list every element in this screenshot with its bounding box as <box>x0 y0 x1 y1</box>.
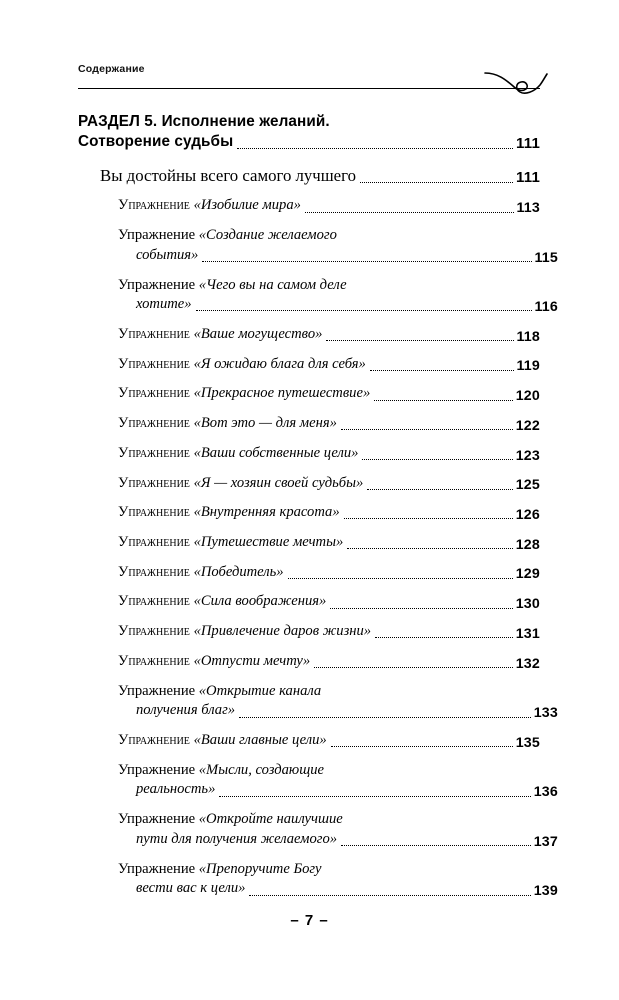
dot-leader <box>341 418 513 434</box>
entry-title-line1 <box>118 809 540 830</box>
toc-entry-exercise[interactable] <box>118 502 540 523</box>
toc-entry-exercise[interactable] <box>118 681 558 722</box>
page-folio: – 7 – <box>290 912 329 929</box>
dot-leader <box>326 329 513 345</box>
dot-leader <box>314 656 513 672</box>
entry-page-number: 111 <box>516 169 540 187</box>
entry-page-number: 136 <box>533 784 558 801</box>
dot-leader <box>374 388 512 404</box>
entry-page-number: 128 <box>515 536 540 553</box>
entry-page-number: 115 <box>534 249 558 266</box>
entry-label: Упражнение <box>118 652 194 669</box>
flourish-ornament-icon <box>484 70 548 96</box>
entry-page-number: 131 <box>515 625 540 642</box>
dot-leader <box>237 136 513 152</box>
dot-leader <box>370 358 514 374</box>
entry-page-number: 123 <box>515 447 540 464</box>
toc-entry-exercise[interactable] <box>118 443 540 464</box>
entry-quoted-title: «Вот это — для меня» <box>193 415 337 432</box>
dot-leader <box>331 735 513 751</box>
toc-entry-exercise[interactable] <box>118 413 540 434</box>
entry-title <box>118 354 366 375</box>
entry-quoted-title: «Победитель» <box>193 563 284 580</box>
entry-page-number: 126 <box>515 507 540 523</box>
entry-title <box>118 532 343 553</box>
toc-entry-exercise[interactable] <box>118 562 540 583</box>
entry-title-line1 <box>118 760 540 781</box>
entry-label: Упражнение <box>118 732 194 749</box>
entry-page-number: 113 <box>516 200 540 217</box>
entry-page-number: 118 <box>516 328 540 345</box>
entry-label: Упражнение <box>118 504 194 521</box>
dot-leader <box>288 566 513 582</box>
toc-entry-exercise[interactable] <box>118 275 558 315</box>
entry-quoted-title: «Путешествие мечты» <box>193 534 344 550</box>
entry-title-line1 <box>118 225 540 246</box>
entry-page-number: 132 <box>515 655 540 672</box>
entry-label: Упражнение <box>118 593 194 610</box>
entry-quoted-title: «Привлечение даров жизни» <box>193 623 372 640</box>
entry-label: Упражнение <box>118 415 194 432</box>
entry-title <box>118 383 370 404</box>
dot-leader <box>344 507 513 523</box>
entry-title-line1 <box>118 859 540 880</box>
dot-leader <box>330 596 512 612</box>
entry-quoted-title: «Внутренняя красота» <box>193 504 340 521</box>
entry-quoted-title: «Ваше могущество» <box>193 325 323 342</box>
entry-quoted-title-part1: «Чего вы на самом деле <box>198 276 347 293</box>
entry-page-number: 135 <box>515 734 540 751</box>
dot-leader <box>341 834 531 850</box>
entry-label: Упражнение <box>118 276 199 293</box>
header-rule <box>78 88 540 89</box>
entry-page-number: 122 <box>515 417 540 434</box>
entry-quoted-title: «Прекрасное путешествие» <box>193 385 371 402</box>
entry-quoted-title: «Я — хозяин своей судьбы» <box>193 474 364 491</box>
entry-label: Упражнение <box>118 474 194 491</box>
entry-label: Упражнение <box>118 534 194 550</box>
entry-title <box>118 324 322 345</box>
toc-entry-exercise[interactable] <box>118 324 540 345</box>
dot-leader <box>196 299 532 315</box>
dot-leader <box>219 784 530 800</box>
entry-page-number: 125 <box>515 477 540 494</box>
entry-label: Упражнение <box>118 761 199 778</box>
entry-page-number: 130 <box>515 596 540 613</box>
entry-page-number: 116 <box>534 298 558 315</box>
toc-entry-exercise[interactable] <box>118 225 558 266</box>
entry-quoted-title: «Сила воображения» <box>193 593 327 610</box>
toc-entry-exercise[interactable] <box>118 195 540 216</box>
toc-entry-exercise[interactable] <box>118 621 540 642</box>
entry-title <box>118 473 363 494</box>
table-of-contents <box>78 112 558 902</box>
dot-leader <box>239 705 531 721</box>
entry-title: Вы достойны всего самого лучшего <box>100 166 356 186</box>
entry-label: Упражнение <box>118 563 194 580</box>
entry-title <box>118 730 327 751</box>
dot-leader <box>305 200 514 216</box>
entry-label: Упражнение <box>118 197 194 214</box>
dot-leader <box>347 537 512 553</box>
entry-quoted-title: «Ваши собственные цели» <box>193 444 359 461</box>
entry-quoted-title-part2: пути для получения желаемого» <box>136 830 338 847</box>
entry-label: Упражнение <box>118 682 199 699</box>
entry-label: Упражнение <box>118 355 194 372</box>
section-page-number: 111 <box>516 135 540 153</box>
entry-title <box>118 621 371 642</box>
dot-leader <box>249 883 530 899</box>
entry-quoted-title: «Изобилие мира» <box>193 197 301 214</box>
dot-leader <box>362 448 512 464</box>
toc-entry-level1[interactable] <box>100 166 540 186</box>
toc-entry-exercise[interactable] <box>118 730 540 751</box>
entry-label: Упражнение <box>118 860 199 877</box>
entry-quoted-title-part2: события» <box>136 246 199 263</box>
toc-entry-exercise[interactable] <box>118 354 540 375</box>
entry-title-line1 <box>118 275 540 296</box>
entry-label: Упражнение <box>118 623 194 640</box>
dot-leader <box>367 477 512 493</box>
entry-quoted-title-part2: реальность» <box>136 781 216 798</box>
entry-page-number: 137 <box>533 833 558 850</box>
toc-section-heading[interactable] <box>78 112 540 152</box>
entry-quoted-title-part2: хотите» <box>136 296 192 313</box>
entry-quoted-title: «Я ожидаю блага для себя» <box>193 355 366 372</box>
entry-label: Упражнение <box>118 385 194 402</box>
toc-entry-exercise[interactable] <box>118 760 558 801</box>
entry-label: Упражнение <box>118 325 194 342</box>
entry-title <box>118 591 326 612</box>
entry-quoted-title-part2: вести вас к цели» <box>136 880 246 897</box>
entry-quoted-title: «Ваши главные цели» <box>193 732 327 749</box>
entry-page-number: 119 <box>516 358 540 375</box>
entry-page-number: 133 <box>533 705 558 722</box>
section-heading-line2: Сотворение судьбы <box>78 133 234 151</box>
dot-leader <box>202 250 531 266</box>
toc-entry-exercise[interactable] <box>118 383 540 404</box>
dot-leader <box>360 170 513 186</box>
entry-title <box>118 443 358 464</box>
entry-page-number: 120 <box>515 388 540 405</box>
running-head: Содержание <box>78 63 145 75</box>
entry-quoted-title-part1: «Откройте наилучшие <box>198 811 343 828</box>
entry-title <box>118 651 310 672</box>
entry-title <box>118 502 340 523</box>
entry-page-number: 129 <box>515 566 540 583</box>
section-heading-line1: РАЗДЕЛ 5. Исполнение желаний. <box>78 113 330 130</box>
entry-title-line1 <box>118 681 540 702</box>
entry-label: Упражнение <box>118 227 199 244</box>
toc-entry-exercise[interactable] <box>118 473 540 494</box>
entry-title <box>118 195 301 216</box>
entry-quoted-title-part1: «Препоручите Богу <box>198 860 322 877</box>
toc-entry-exercise[interactable] <box>118 591 540 612</box>
entry-quoted-title-part1: «Создание желаемого <box>198 227 337 244</box>
toc-entry-exercise[interactable] <box>118 532 540 553</box>
entry-label: Упражнение <box>118 811 199 828</box>
dot-leader <box>375 626 513 642</box>
entry-quoted-title-part2: получения благ» <box>136 702 236 719</box>
toc-entry-exercise[interactable] <box>118 651 540 672</box>
entry-title <box>118 413 337 434</box>
toc-entry-exercise[interactable] <box>118 859 558 900</box>
entry-quoted-title: «Отпусти мечту» <box>193 652 311 669</box>
entry-page-number: 139 <box>533 883 558 900</box>
entry-title <box>118 562 284 583</box>
toc-entry-exercise[interactable] <box>118 809 558 850</box>
entry-quoted-title-part1: «Открытие канала <box>198 682 322 699</box>
entry-quoted-title-part1: «Мысли, создающие <box>198 761 325 778</box>
entry-label: Упражнение <box>118 444 194 461</box>
